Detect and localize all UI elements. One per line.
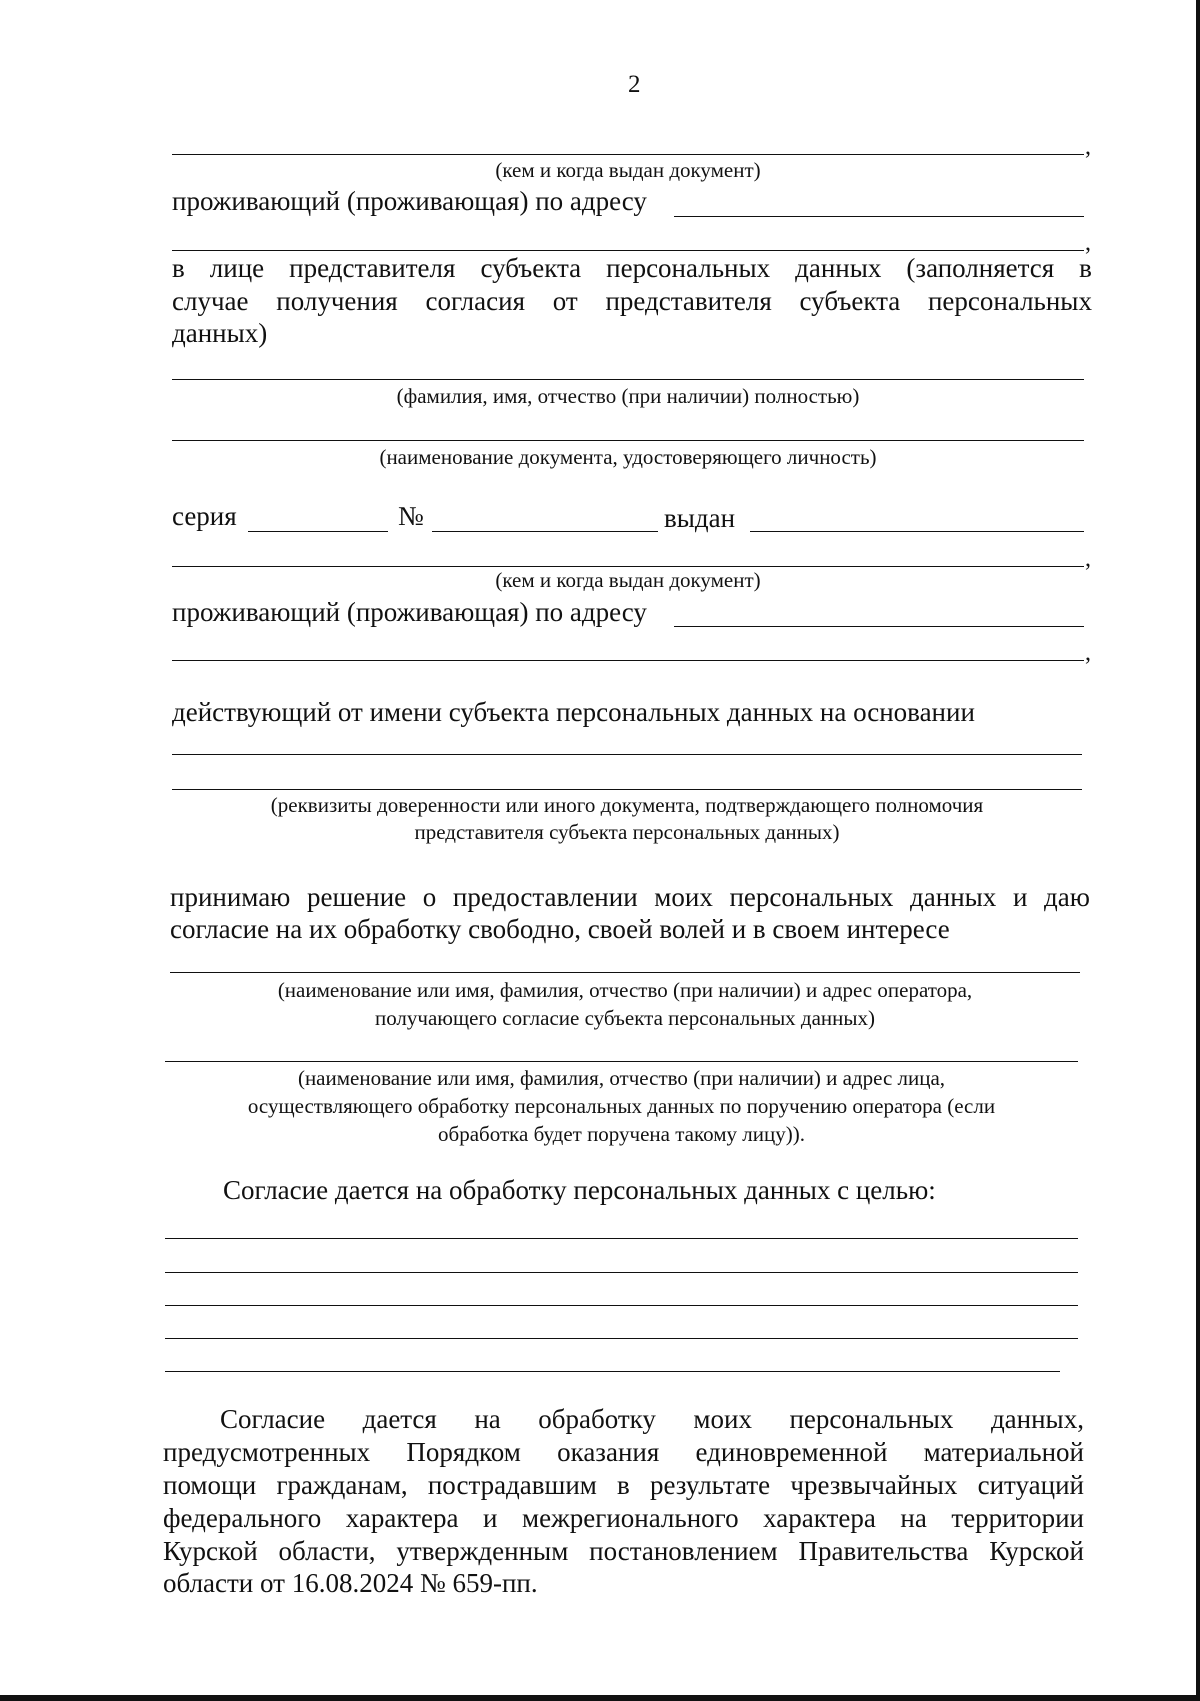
fin-w4-4: характера	[763, 1503, 876, 1533]
caption-power-of-attorney-2: представителя субъекта персональных данных)	[414, 820, 840, 844]
rep-w1-7: в	[1079, 253, 1092, 283]
representative-line-1	[172, 255, 1092, 282]
fin-w1-2: на	[474, 1404, 501, 1434]
rep-w2-4: представителя	[605, 286, 772, 316]
purpose-line-1	[165, 1238, 1078, 1239]
dec-w1-1: решение	[306, 882, 407, 912]
issued-by-comma-1: ,	[1085, 134, 1091, 160]
fin-w1-3: обработку	[538, 1404, 656, 1434]
caption-issued-by-2: (кем и когда выдан документ)	[495, 568, 761, 592]
fin-w5-3: постановлением	[589, 1536, 778, 1566]
dec-w1-7: и	[1012, 882, 1028, 912]
address-line-1b	[172, 250, 1084, 251]
issued-line	[750, 531, 1084, 532]
fin-w5-5: Курской	[989, 1536, 1084, 1566]
fin-w2-2: оказания	[557, 1437, 660, 1467]
rep-w1-0: в	[172, 253, 185, 283]
caption-id-doc: (наименование документа, удостоверяющего личность)	[379, 445, 877, 469]
address-label-1: проживающий (проживающая) по адресу	[172, 186, 647, 216]
representative-line-3: данных)	[172, 318, 268, 348]
dec-w1-4: моих	[654, 882, 713, 912]
rep-w1-6: (заполняется	[906, 253, 1055, 283]
number-line	[432, 531, 658, 532]
number-label: №	[398, 501, 424, 531]
final-line-2	[163, 1439, 1084, 1466]
issued-by-line-2	[172, 566, 1084, 567]
fin-w3-5: чрезвычайных	[790, 1470, 958, 1500]
caption-operator-1: (наименование или имя, фамилия, отчество (при наличии) и адрес оператора,	[277, 978, 973, 1002]
fin-w3-2: пострадавшим	[427, 1470, 597, 1500]
address-label-2: проживающий (проживающая) по адресу	[172, 597, 647, 627]
caption-processor-2: осуществляющего обработку персональных данных по поручению оператора (если	[247, 1094, 996, 1118]
basis-line-2	[172, 789, 1082, 790]
fin-w4-3: межрегионального	[522, 1503, 739, 1533]
address-comma-2: ,	[1085, 640, 1091, 666]
fio-line	[172, 379, 1084, 380]
fin-w2-4: материальной	[923, 1437, 1084, 1467]
address-line-1a	[674, 216, 1084, 217]
fin-w3-0: помощи	[163, 1470, 257, 1500]
fin-w1-0: Согласие	[220, 1404, 326, 1434]
fin-w1-6: данных,	[990, 1404, 1084, 1434]
purpose-line-5	[165, 1371, 1060, 1372]
caption-power-of-attorney-1: (реквизиты доверенности или иного документа, подтверждающего полномочия	[270, 793, 984, 817]
acting-on-behalf: действующий от имени субъекта персональных данных на основании	[172, 697, 975, 727]
final-line-5	[163, 1538, 1084, 1565]
processor-line	[165, 1061, 1078, 1062]
rep-w2-6: персональных	[927, 286, 1092, 316]
final-line-4	[163, 1505, 1084, 1532]
issued-by-line-1	[172, 154, 1084, 155]
series-line	[248, 531, 388, 532]
purpose-line-2	[165, 1272, 1078, 1273]
fin-w4-2: и	[483, 1503, 498, 1533]
fin-w1-5: персональных	[789, 1404, 954, 1434]
dec-w1-8: даю	[1044, 882, 1090, 912]
page-number: 2	[628, 71, 641, 98]
fin-w3-3: в	[617, 1470, 630, 1500]
representative-line-2	[172, 288, 1092, 315]
fin-w2-0: предусмотренных	[163, 1437, 371, 1467]
address-comma-1: ,	[1085, 230, 1091, 256]
issued-by-comma-2: ,	[1085, 546, 1091, 572]
decision-line-2: согласие на их обработку свободно, своей волей и в своем интересе	[170, 914, 950, 944]
fin-w5-1: области,	[278, 1536, 376, 1566]
fin-w2-3: единовременной	[695, 1437, 888, 1467]
fin-w5-0: Курской	[163, 1536, 258, 1566]
fin-w2-1: Порядком	[406, 1437, 521, 1467]
operator-line	[170, 972, 1080, 973]
caption-fio: (фамилия, имя, отчество (при наличии) полностью)	[396, 384, 860, 408]
rep-w1-5: данных	[795, 253, 882, 283]
rep-w2-5: субъекта	[799, 286, 901, 316]
rep-w2-3: от	[552, 286, 578, 316]
id-doc-line	[172, 440, 1084, 441]
rep-w2-2: согласия	[425, 286, 525, 316]
fin-w3-4: результате	[649, 1470, 771, 1500]
rep-w2-0: случае	[172, 286, 249, 316]
purpose-line-3	[165, 1305, 1078, 1306]
caption-operator-2: получающего согласие субъекта персональных данных)	[374, 1006, 876, 1030]
fin-w5-2: утвержденным	[396, 1536, 569, 1566]
dec-w1-5: персональных	[729, 882, 894, 912]
caption-processor-1: (наименование или имя, фамилия, отчество (при наличии) и адрес лица,	[297, 1066, 946, 1090]
purpose-heading: Согласие дается на обработку персональных данных с целью:	[223, 1175, 936, 1205]
scan-border-bottom	[0, 1695, 1200, 1701]
dec-w1-2: о	[422, 882, 437, 912]
address-line-2a	[674, 626, 1084, 627]
caption-issued-by-1: (кем и когда выдан документ)	[495, 158, 761, 182]
basis-line-1	[172, 754, 1082, 755]
caption-processor-3: обработка будет поручена такому лицу)).	[438, 1122, 805, 1146]
series-label: серия	[172, 501, 237, 531]
rep-w1-2: представителя	[289, 253, 456, 283]
fin-w4-5: на	[900, 1503, 927, 1533]
fin-w4-1: характера	[345, 1503, 459, 1533]
rep-w1-4: персональных	[606, 253, 771, 283]
dec-w1-3: предоставлении	[452, 882, 638, 912]
dec-w1-6: данных	[910, 882, 997, 912]
dec-w1-0: принимаю	[170, 882, 291, 912]
fin-w1-4: моих	[693, 1404, 752, 1434]
fin-w5-4: Правительства	[798, 1536, 969, 1566]
fin-w4-0: федерального	[163, 1503, 322, 1533]
purpose-line-4	[165, 1338, 1078, 1339]
fin-w4-6: территории	[951, 1503, 1084, 1533]
decision-line-1	[170, 884, 1090, 911]
fin-w1-1: дается	[362, 1404, 437, 1434]
scan-border-right	[1196, 0, 1200, 1701]
issued-label: выдан	[664, 503, 736, 533]
rep-w2-1: получения	[276, 286, 398, 316]
final-line-1	[220, 1406, 1084, 1433]
rep-w1-3: субъекта	[480, 253, 582, 283]
address-line-2b	[172, 660, 1084, 661]
rep-w1-1: лице	[209, 253, 265, 283]
final-line-3	[163, 1472, 1084, 1499]
fin-w3-1: гражданам,	[276, 1470, 408, 1500]
final-line-6: области от 16.08.2024 № 659-пп.	[163, 1568, 538, 1598]
fin-w3-6: ситуаций	[977, 1470, 1084, 1500]
